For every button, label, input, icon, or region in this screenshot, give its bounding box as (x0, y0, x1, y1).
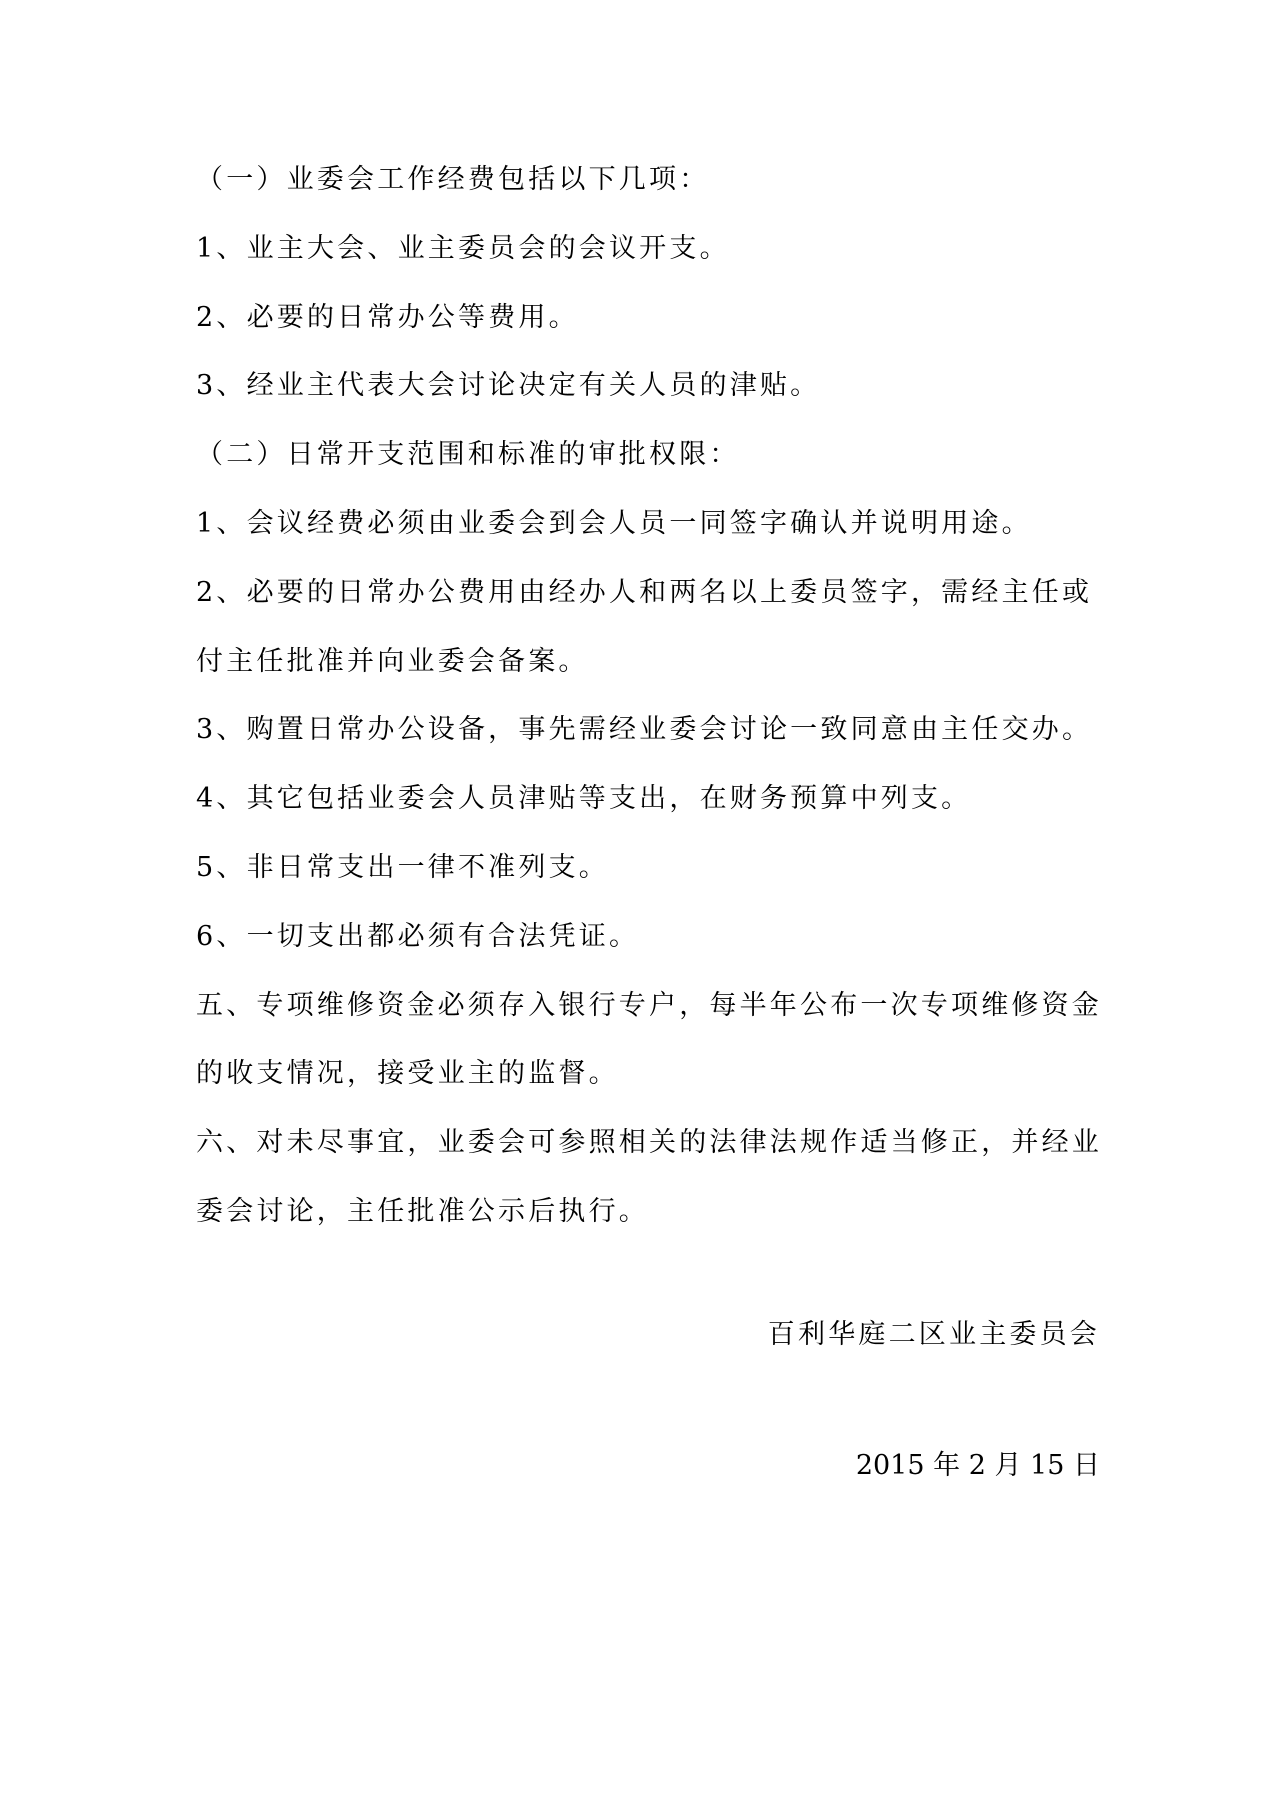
list-item: 3、购置日常办公设备，事先需经业委会讨论一致同意由主任交办。 (196, 714, 1093, 746)
list-item: 6、一切支出都必须有合法凭证。 (196, 920, 640, 952)
list-item: 3、经业主代表大会讨论决定有关人员的津贴。 (196, 370, 821, 402)
signature-committee: 百利华庭二区业主委员会 (767, 1319, 1100, 1350)
section-heading-approval-authority: （二）日常开支范围和标准的审批权限： (196, 439, 740, 471)
list-item: 1、业主大会、业主委员会的会议开支。 (196, 232, 730, 264)
list-item: 2、必要的日常办公费用由经办人和两名以上委员签字，需经主任或 (196, 576, 1093, 608)
list-item: 2、必要的日常办公等费用。 (196, 301, 579, 333)
article-five-continuation: 的收支情况，接受业主的监督。 (196, 1058, 619, 1090)
list-item-continuation: 付主任批准并向业委会备案。 (196, 645, 589, 677)
list-item: 4、其它包括业委会人员津贴等支出，在财务预算中列支。 (196, 783, 972, 815)
document-body (196, 164, 1102, 1266)
list-item: 1、会议经费必须由业委会到会人员一同签字确认并说明用途。 (196, 507, 1032, 539)
section-heading-work-funds: （一）业委会工作经费包括以下几项： (196, 164, 710, 195)
list-item: 5、非日常支出一律不准列支。 (196, 851, 609, 883)
article-six: 六、对未尽事宜，业委会可参照相关的法律法规作适当修正，并经业 (196, 1127, 1102, 1159)
document-date: 2015 年 2 月 15 日 (855, 1450, 1100, 1481)
article-six-continuation: 委会讨论，主任批准公示后执行。 (196, 1195, 649, 1227)
article-five: 五、专项维修资金必须存入银行专户，每半年公布一次专项维修资金 (196, 989, 1102, 1021)
